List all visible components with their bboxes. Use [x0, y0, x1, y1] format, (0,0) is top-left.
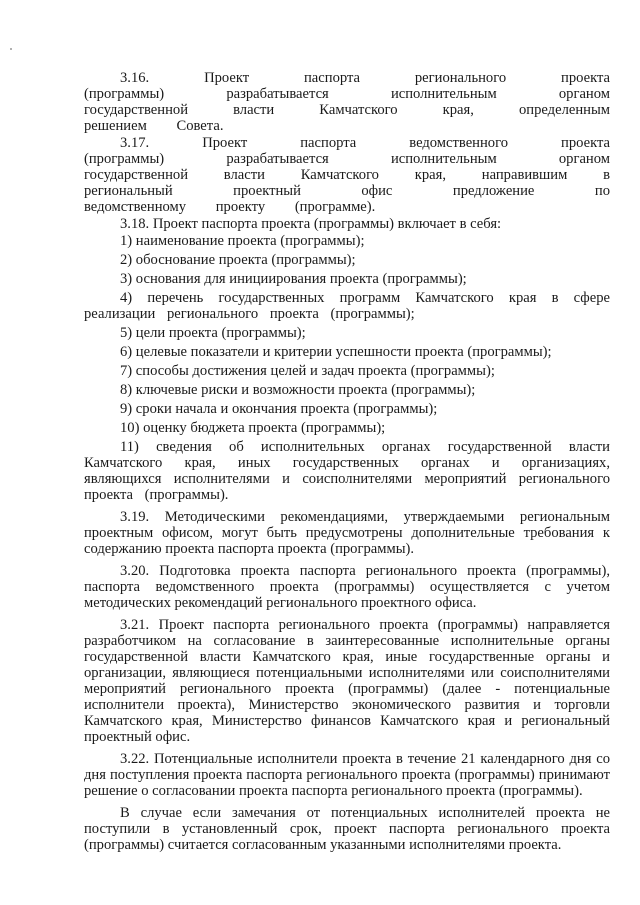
- list-item-3: 3) основания для инициирования проекта (программы);: [120, 271, 467, 287]
- paragraph-3-22: 3.22. Потенциальные исполнители проекта в течение 21 календарного дня со дня поступления проекта паспорта регионального проекта (программы) принимают решение о согласовании проекта паспорта регионального проекта (программы).: [84, 751, 610, 799]
- paragraph-3-21: 3.21. Проект паспорта регионального проекта (программы) направляется разработчиком на согласование в заинтересованные исполнительные органы государственной власти Камчатского края, иные государственные органы и организации, являющиеся потенциальными исполнителями или соисполнителями мероприятий регионального проекта (программы) (далее - потенциальные исполнители проекта), Министерство экономического развития и торговли Камчатского края, Министерство финансов Камчатского края и региональный проектный офис.: [84, 617, 610, 745]
- list-item-8: 8) ключевые риски и возможности проекта (программы);: [120, 382, 476, 398]
- list-item-2: 2) обоснование проекта (программы);: [120, 252, 356, 268]
- paragraph-3-18: 3.18. Проект паспорта проекта (программы) включает в себя:: [120, 216, 502, 232]
- paragraph-3-16: 3.16. Проект паспорта регионального проекта (программы) разрабатывается исполнительным органом государственной власти Камчатского края, определенным решением Совета.: [84, 70, 610, 134]
- paragraph-3-20: 3.20. Подготовка проекта паспорта регионального проекта (программы), паспорта ведомственного проекта (программы) осуществляется с учетом методических рекомендаций регионального проектного офиса.: [84, 563, 610, 611]
- paragraph-final: В случае если замечания от потенциальных исполнителей проекта не поступили в установленный срок, проект паспорта регионального проекта (программы) считается согласованным указанными исполнителями проекта.: [84, 805, 610, 853]
- list-item-9: 9) сроки начала и окончания проекта (программы);: [120, 401, 438, 417]
- list-item-7: 7) способы достижения целей и задач проекта (программы);: [120, 363, 495, 379]
- list-item-6: 6) целевые показатели и критерии успешности проекта (программы);: [120, 344, 552, 360]
- scan-speck: [10, 48, 12, 50]
- list-item-5: 5) цели проекта (программы);: [120, 325, 306, 341]
- list-item-11: 11) сведения об исполнительных органах государственной власти Камчатского края, иных государственных органах и организациях, являющихся исполнителями и соисполнителями мероприятий регионального проекта (программы).: [84, 439, 610, 503]
- list-item-10: 10) оценку бюджета проекта (программы);: [120, 420, 386, 436]
- list-item-1: 1) наименование проекта (программы);: [120, 233, 365, 249]
- paragraph-3-19: 3.19. Методическими рекомендациями, утверждаемыми региональным проектным офисом, могут быть предусмотрены дополнительные требования к содержанию проекта паспорта проекта (программы).: [84, 509, 610, 557]
- paragraph-3-17: 3.17. Проект паспорта ведомственного проекта (программы) разрабатывается исполнительным органом государственной власти Камчатского края, направившим в региональный проектный офис предложение по ведомственному проекту (программе).: [84, 135, 610, 215]
- list-item-4: 4) перечень государственных программ Камчатского края в сфере реализации регионального проекта (программы);: [84, 290, 610, 322]
